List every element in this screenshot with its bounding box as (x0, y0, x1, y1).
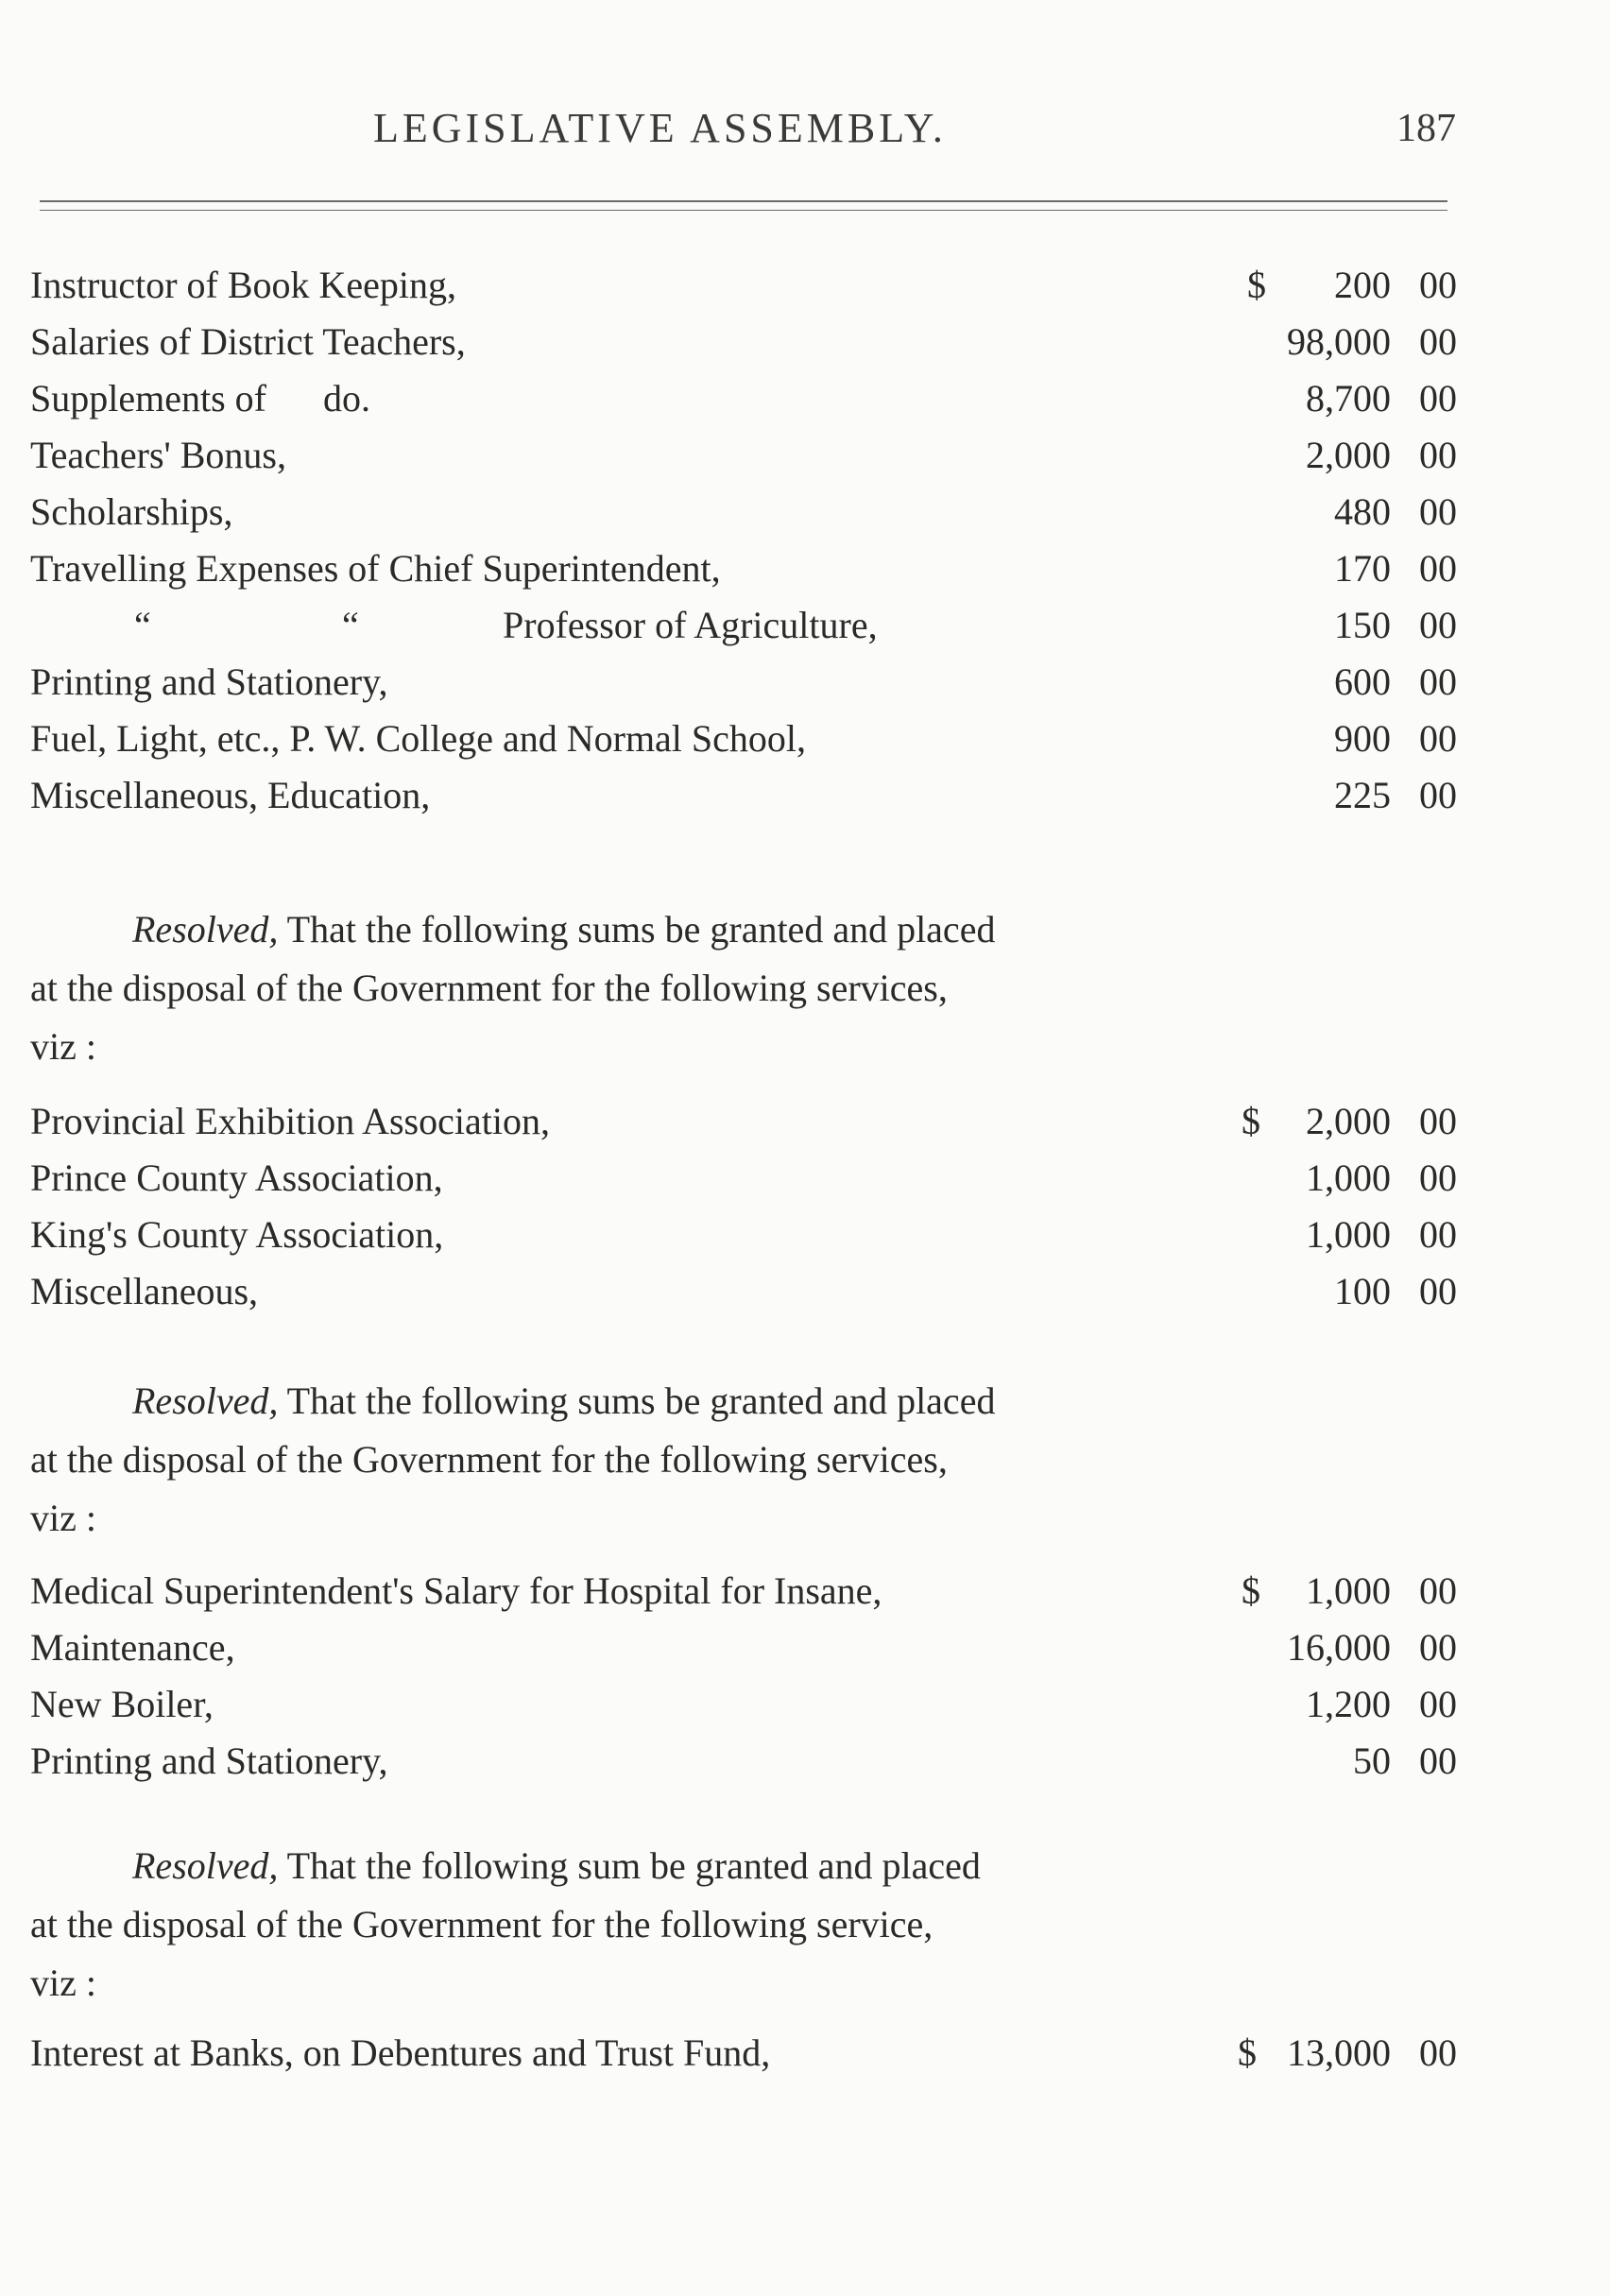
line-item (30, 370, 1457, 427)
item-cents: 00 (1419, 434, 1457, 476)
line-item (30, 654, 1457, 711)
item-label: Scholarships, (30, 490, 233, 533)
line-item (30, 257, 1457, 314)
resolution-line: viz : (30, 1025, 96, 1068)
page-number: 187 (1396, 107, 1456, 150)
ditto-mark: “ (134, 604, 151, 646)
item-label: Fuel, Light, etc., P. W. College and Normal School, (30, 717, 807, 760)
item-amount: 600 (1334, 660, 1391, 703)
item-amount: 480 (1334, 490, 1391, 533)
item-amount: 2,000 (1306, 1100, 1391, 1142)
item-cents: 00 (1419, 547, 1457, 590)
line-item (30, 1676, 1457, 1733)
item-amount: 100 (1334, 1270, 1391, 1312)
agriculture-items (30, 1093, 1457, 1320)
item-amount: 1,000 (1306, 1157, 1391, 1199)
item-cents: 00 (1419, 377, 1457, 420)
item-amount: 13,000 (1287, 2031, 1391, 2074)
resolution-line: That the following sum be granted and placed (286, 1844, 981, 1887)
resolution-paragraph (30, 1372, 1268, 1548)
item-amount: 225 (1334, 774, 1391, 816)
line-item (30, 1263, 1457, 1320)
line-item (30, 1150, 1457, 1207)
item-amount: 50 (1353, 1739, 1391, 1782)
item-label: Instructor of Book Keeping, (30, 264, 457, 306)
resolved-word: Resolved, (132, 908, 279, 951)
item-label: Interest at Banks, on Debentures and Trust Fund, (30, 2031, 771, 2074)
item-label: Miscellaneous, (30, 1270, 259, 1312)
education-items (30, 257, 1457, 824)
item-cents: 00 (1419, 1626, 1457, 1669)
item-label: Printing and Stationery, (30, 1739, 388, 1782)
item-cents: 00 (1419, 1100, 1457, 1142)
line-item (30, 767, 1457, 824)
item-amount: 1,000 (1306, 1213, 1391, 1256)
item-amount: 170 (1334, 547, 1391, 590)
line-item (30, 484, 1457, 540)
item-amount: 2,000 (1306, 434, 1391, 476)
dollar-sign: $ (1242, 1569, 1260, 1612)
item-cents: 00 (1419, 1157, 1457, 1199)
item-cents: 00 (1419, 717, 1457, 760)
resolution-line: viz : (30, 1962, 96, 2004)
line-item (30, 1093, 1457, 1150)
item-label: Miscellaneous, Education, (30, 774, 431, 816)
item-cents: 00 (1419, 320, 1457, 363)
item-label: Teachers' Bonus, (30, 434, 286, 476)
item-label: Prince County Association, (30, 1157, 443, 1199)
resolved-word: Resolved, (132, 1844, 279, 1887)
resolved-word: Resolved, (132, 1379, 279, 1422)
line-item (30, 1619, 1457, 1676)
item-cents: 00 (1419, 1683, 1457, 1725)
resolution-line: That the following sums be granted and placed (286, 908, 996, 951)
item-amount: 1,000 (1306, 1569, 1391, 1612)
page-title: LEGISLATIVE ASSEMBLY. (373, 105, 947, 151)
resolution-line: viz : (30, 1497, 96, 1539)
resolution-line: at the disposal of the Government for the following service, (30, 1903, 933, 1945)
item-amount: 16,000 (1287, 1626, 1391, 1669)
dollar-sign: $ (1242, 1100, 1260, 1142)
line-item (30, 1207, 1457, 1263)
ditto-mark: “ (342, 604, 359, 646)
item-label: Medical Superintendent's Salary for Hospital for Insane, (30, 1569, 882, 1612)
line-item (30, 711, 1457, 767)
line-item (30, 540, 1457, 597)
item-cents: 00 (1419, 604, 1457, 646)
item-amount: 900 (1334, 717, 1391, 760)
item-cents: 00 (1419, 660, 1457, 703)
item-amount: 200 (1334, 264, 1391, 306)
line-item (30, 597, 1457, 654)
item-label: Professor of Agriculture, (503, 604, 878, 646)
dollar-sign: $ (1247, 264, 1266, 306)
item-label: Salaries of District Teachers, (30, 320, 466, 363)
line-item (30, 427, 1457, 484)
line-item (30, 2025, 1457, 2082)
item-amount: 1,200 (1306, 1683, 1391, 1725)
item-cents: 00 (1419, 1213, 1457, 1256)
item-cents: 00 (1419, 490, 1457, 533)
item-cents: 00 (1419, 1569, 1457, 1612)
item-amount: 8,700 (1306, 377, 1391, 420)
line-item (30, 314, 1457, 370)
hospital-items (30, 1563, 1457, 1790)
item-label: New Boiler, (30, 1683, 214, 1725)
resolution-line: That the following sums be granted and placed (286, 1379, 996, 1422)
item-label: Provincial Exhibition Association, (30, 1100, 550, 1142)
item-label: King's County Association, (30, 1213, 444, 1256)
item-label: Supplements of do. (30, 377, 370, 420)
item-cents: 00 (1419, 774, 1457, 816)
item-label: Printing and Stationery, (30, 660, 388, 703)
line-item (30, 1733, 1457, 1790)
resolution-paragraph (30, 900, 1268, 1076)
resolution-line: at the disposal of the Government for the following services, (30, 967, 948, 1009)
header-rule-thin (40, 210, 1447, 211)
resolution-paragraph (30, 1837, 1268, 2013)
item-cents: 00 (1419, 1739, 1457, 1782)
item-amount: 150 (1334, 604, 1391, 646)
item-label: Maintenance, (30, 1626, 235, 1669)
resolution-line: at the disposal of the Government for the following services, (30, 1438, 948, 1481)
item-cents: 00 (1419, 2031, 1457, 2074)
line-item (30, 1563, 1457, 1619)
interest-items (30, 2025, 1457, 2082)
item-cents: 00 (1419, 1270, 1457, 1312)
dollar-sign: $ (1238, 2031, 1257, 2074)
running-head (0, 94, 1610, 151)
item-cents: 00 (1419, 264, 1457, 306)
header-rule (40, 200, 1447, 202)
item-amount: 98,000 (1287, 320, 1391, 363)
item-label: Travelling Expenses of Chief Superintendent, (30, 547, 721, 590)
